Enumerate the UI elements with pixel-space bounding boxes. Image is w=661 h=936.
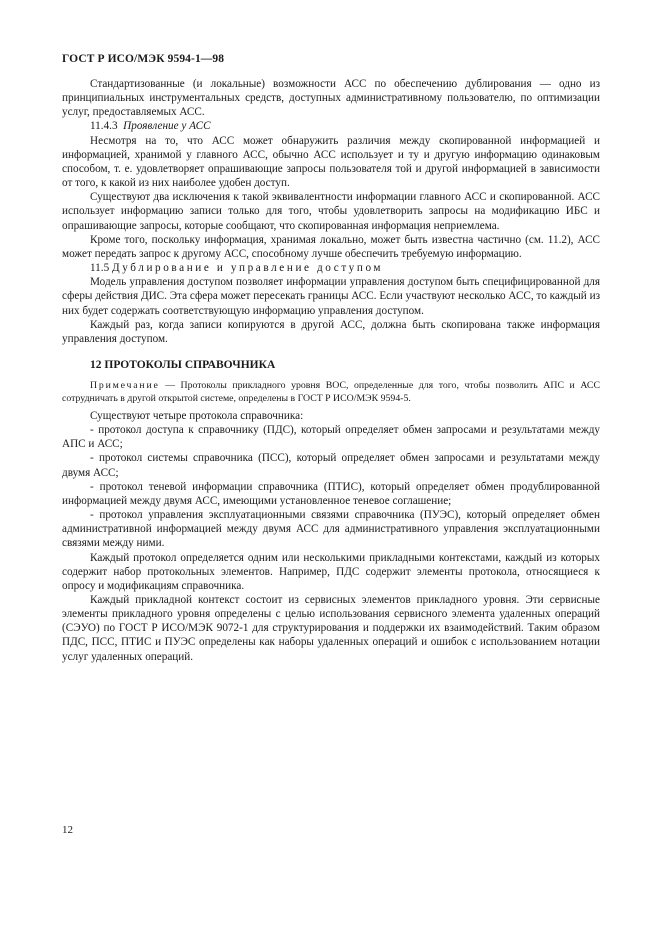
list-item: - протокол системы справочника (ПСС), который определяет обмен запросами и результатами между двумя АСС; bbox=[62, 452, 600, 479]
list-item: - протокол доступа к справочнику (ПДС), который определяет обмен запросами и результатами между АПС и АСС; bbox=[62, 424, 600, 451]
subsection-title: Проявление у АСС bbox=[123, 120, 211, 133]
note-label: Примечание bbox=[90, 380, 160, 392]
list-item: - протокол теневой информации справочника (ПТИС), который определяет обмен продублированной информацией между двумя АСС, имеющими установленное теневое соглашение; bbox=[62, 480, 600, 507]
subsection-title: Дублирование и управление доступом bbox=[111, 262, 384, 275]
section-title: 12 ПРОТОКОЛЫ СПРАВОЧНИКА bbox=[90, 358, 276, 371]
paragraph: Существуют два исключения к такой эквивалентности информации главного АСС и скопированной. АСС использует информацию записи только для того, чтобы удовлетворить запросы на модификацию ИБС и опрашивающие запросы, которые сообщают, что скопированная информация неприемлема. bbox=[62, 191, 600, 232]
paragraph: Каждый раз, когда записи копируются в другой АСС, должна быть скопирована также информация управления доступом. bbox=[62, 318, 600, 345]
subsection-heading-11-5 bbox=[62, 261, 600, 275]
paragraph: Существуют четыре протокола справочника: bbox=[90, 409, 304, 422]
subsection-number: 11.4.3 bbox=[90, 120, 118, 133]
subsection-heading-11-4-3 bbox=[62, 119, 600, 133]
list-item: - протокол управления эксплуатационными связями справочника (ПУЭС), который определяет обмен административной информацией между двумя АСС для административного управления эксплуатационными связями между ними. bbox=[62, 509, 600, 550]
note-text: — Протоколы прикладного уровня ВОС, определенные для того, чтобы позволить АПС и АСС сотрудничать в другой открытой системе, определены в ГОСТ Р ИСО/МЭК 9594-5. bbox=[62, 380, 600, 404]
page-number: 12 bbox=[62, 824, 73, 836]
document-body bbox=[62, 77, 600, 664]
paragraph: Несмотря на то, что АСС может обнаружить различия между скопированной информацией и информацией, хранимой у главного АСС, обычно АСС использует и ту и другую информацию одинаковым способом, т. е. удовлетворяет опрашивающие запросы пользователя той и другой информацией в зависимости от того, к какой из них наиболее удобен доступ. bbox=[62, 134, 600, 190]
note bbox=[62, 380, 600, 405]
paragraph: Каждый протокол определяется одним или несколькими прикладными контекстами, каждый из которых содержит набор протокольных элементов. Например, ПДС содержит элементы протокола, относящиеся к опросу и модификациям справочника. bbox=[62, 551, 600, 592]
paragraph: Стандартизованные (и локальные) возможности АСС по обеспечению дублирования — одно из принципиальных инструментальных средств, доступных административному пользователю, по оптимизации услуг, предоставляемых АСС. bbox=[62, 78, 600, 119]
paragraph: Модель управления доступом позволяет информации управления доступом быть специфицированной для сферы действия ДИС. Эта сфера может пересекать границы АСС. Если участвуют несколько АСС, то каждый из них будет содержать соответствующую информацию управления доступом. bbox=[62, 276, 600, 317]
subsection-number: 11.5 bbox=[90, 262, 110, 275]
paragraph: Кроме того, поскольку информация, хранимая локально, может быть известна частично (см. 11.2), АСС может передать запрос к другому АСС, способному лучше обеспечить требуемую информацию. bbox=[62, 233, 600, 260]
paragraph: Каждый прикладной контекст состоит из сервисных элементов прикладного уровня. Эти сервисные элементы прикладного уровня определены с целью использования сервисного элемента удаленных операций (СЭУО) по ГОСТ Р ИСО/МЭК 9072-1 для структурирования и поддержки их взаимодействий. Таким образом ПДС, ПСС, ПТИС и ПУЭС определены как наборы удаленных операций и ошибок с использованием нотации услуг удаленных операций. bbox=[62, 593, 600, 663]
document-header: ГОСТ Р ИСО/МЭК 9594-1—98 bbox=[62, 53, 225, 65]
